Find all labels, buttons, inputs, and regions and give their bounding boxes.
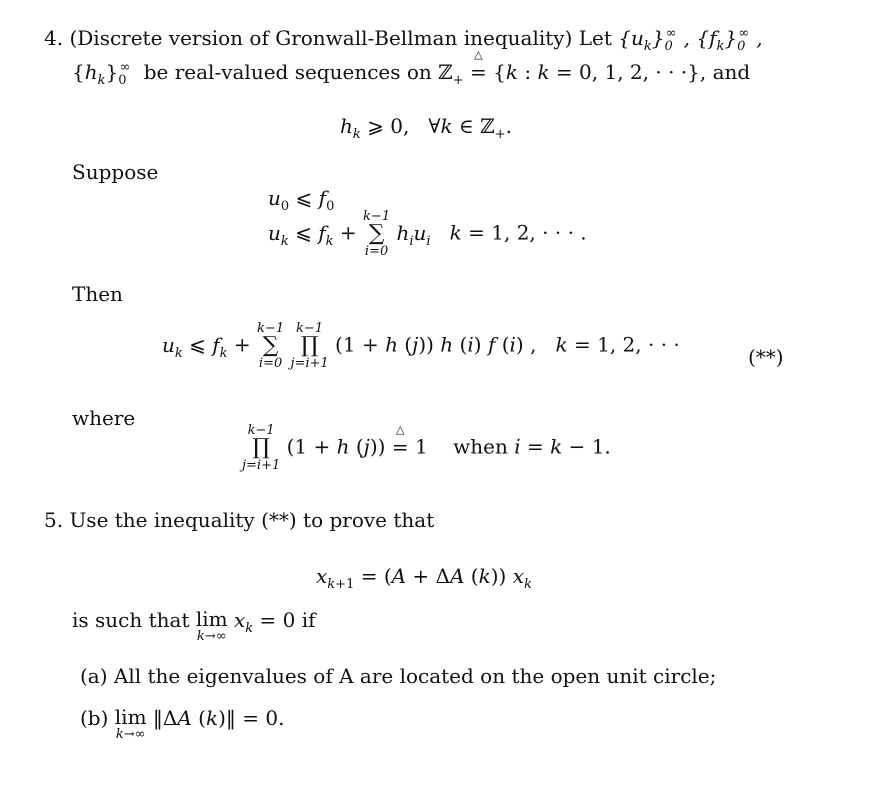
- k-range: k = 1, 2, · · · .: [449, 220, 587, 245]
- problem-5-line-1: [44, 508, 434, 532]
- problem-5-number: 5.: [44, 508, 64, 532]
- item-b: (b) lim k→∞ ‖ΔA (k)‖ = 0.: [80, 705, 285, 742]
- seq-h: $\{h_k\}_0^\infty$: [72, 60, 131, 88]
- seq-f: $\{f_k\}_0^\infty$ ,: [696, 26, 763, 54]
- limit-condition-line: is such that lim k→∞ $x_k = 0$ if: [72, 607, 316, 644]
- where-label: where: [72, 406, 136, 430]
- item-b-label: (b): [80, 706, 109, 730]
- on-text: be real-valued sequences on: [143, 60, 432, 84]
- limit-operator: lim k→∞: [195, 607, 228, 644]
- product-operator: k−1 ∏ j=i+1: [290, 321, 329, 371]
- when-text: when: [453, 434, 508, 459]
- let-text: Let: [578, 26, 612, 50]
- problem-4-line-2: [72, 48, 751, 88]
- item-a: [80, 664, 716, 688]
- problem-4-line-1: [44, 26, 763, 54]
- conclusion-inequality: $u_k$ ⩽ $f_k$ + k−1 ∑ i=0 k−1 ∏ j=i+1 (1 + h (j)) h (i) f (i) , k = 1, 2, · · ·: [162, 321, 680, 371]
- equation-label-star: (**): [748, 345, 784, 369]
- problem-4-title: (Discrete version of Gronwall-Bellman inequality): [69, 26, 573, 50]
- if-text: = 0 if: [259, 608, 316, 632]
- and-text: , and: [699, 60, 751, 84]
- product-operator-2: k−1 ∏ j=i+1: [242, 423, 281, 473]
- item-a-label: (a): [80, 664, 108, 688]
- limit-operator-2: lim k→∞: [114, 705, 147, 742]
- then-label: Then: [72, 282, 123, 306]
- sum-operator: k−1 ∑ i=0: [363, 209, 391, 259]
- hypothesis-hk-nonneg: $h_k$ ⩾ 0, ∀k ∈ ℤ$_+$.: [340, 114, 512, 142]
- item-a-text: All the eigenvalues of A are located on the open unit circle;: [113, 664, 717, 688]
- assumption-uk: $u_k$ ⩽ $f_k$ + k−1 ∑ i=0 $h_iu_i$ k = 1, 2, · · · .: [268, 209, 587, 259]
- z-plus-definition: ℤ$_+$ = △ {k : k = 0, 1, 2, · · ·}: [438, 48, 700, 88]
- problem-5-intro: Use the inequality (**) to prove that: [69, 508, 435, 532]
- problem-4-number: 4.: [44, 26, 64, 50]
- recurrence-equation: $x_{k+1} = (A + \Delta A$ (k)) $x_k$: [316, 564, 532, 592]
- seq-u: $\{u_k\}_0^\infty$ ,: [618, 26, 690, 54]
- sum-operator-2: k−1 ∑ i=0: [257, 321, 285, 371]
- is-such-that-text: is such that: [72, 608, 190, 632]
- suppose-label: Suppose: [72, 160, 159, 184]
- empty-product-convention: k−1 ∏ j=i+1 (1 + h (j)) = △ 1 when i = k − 1.: [242, 422, 611, 473]
- assumption-u0: $u_0$ ⩽ $f_0$: [268, 186, 335, 214]
